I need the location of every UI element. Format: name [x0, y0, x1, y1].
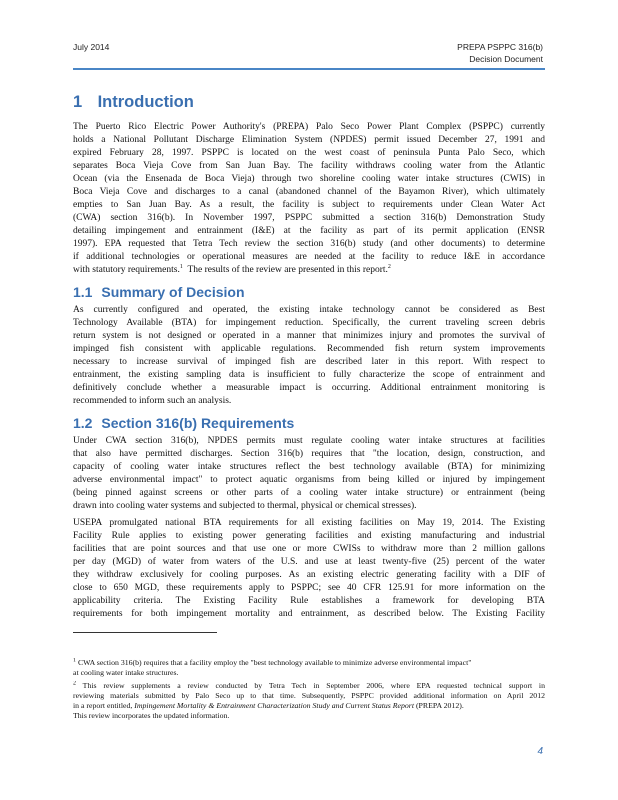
- text-line: capacity of cooling water intake structures reflect the best technology available (BTA) for minimizing: [73, 462, 545, 472]
- text-line: [73, 264, 545, 277]
- footnote-separator: [73, 632, 217, 633]
- text-line: Ocean (via the Ensenada de Boca Vieja) through two shoreline cooling water intake structures (CWIS) in: [73, 174, 545, 184]
- report-title: Impingement Mortality & Entrainment Characterization Study and Current Status Report: [134, 701, 415, 710]
- section-title: Introduction: [97, 93, 194, 111]
- text-line: if additional technologies or operational measures are needed at the facility to reduce I&E in accordance: [73, 252, 545, 262]
- section-title: Summary of Decision: [101, 284, 245, 300]
- header-date: July 2014: [73, 42, 110, 52]
- text-line: requirements for both impingement mortality and entrainment, as described below. The Existing Facility: [73, 609, 545, 619]
- footnote-line: at cooling water intake structures.: [73, 668, 179, 677]
- requirements-paragraph-2: [73, 517, 545, 621]
- section-number: 1.1: [73, 284, 93, 300]
- text-line: holds a National Pollutant Discharge Elimination System (NPDES) permit issued December 27, 1991 and: [73, 135, 545, 145]
- text-line: 1997). EPA requested that Tetra Tech review the section 316(b) study (and other documents) to determine: [73, 239, 545, 249]
- text-fragment: with statutory requirements.: [73, 265, 180, 275]
- text-line: drawn into cooling water systems and subjected to thermal, physical or chemical stresses).: [73, 501, 417, 511]
- text-fragment: The results of the review are presented in this report.: [182, 265, 388, 275]
- text-line: close to 650 MGD, these requirements apply to PSPPC; see 40 CFR 125.91 for more information on the: [73, 583, 545, 593]
- text-line: USEPA promulgated national BTA requirements for all existing facilities on May 19, 2014. The Existing: [73, 518, 545, 528]
- header-doc-title-line2: Decision Document: [469, 54, 543, 64]
- text-line: detailing impingement and entrainment (I&E) at the facility as part of its permit application (ENSR: [73, 226, 545, 236]
- header-doc-title-line1: PREPA PSPPC 316(b): [457, 42, 543, 52]
- footnote-ref-2[interactable]: 2: [387, 264, 391, 270]
- header-rule: [73, 68, 545, 70]
- section-heading-introduction: [73, 90, 194, 114]
- section-number: 1.2: [73, 415, 93, 431]
- page-number: 4: [537, 746, 543, 757]
- footnote-mark: 2: [73, 681, 76, 687]
- text-line: impinged fish consistent with applicable regulations. Recommended fish return system improvements: [73, 344, 545, 354]
- text-line: Under CWA section 316(b), NPDES permits must regulate cooling water intake structures at facilities: [73, 436, 545, 446]
- text-line: Technology Available (BTA) for impingement reduction. Specifically, the current traveling screen debris: [73, 318, 545, 328]
- text-line: necessary to increase survival of impinged fish are described later in this report. With respect to: [73, 357, 545, 367]
- text-line: Facility Rule applies to existing power generating facilities and existing manufacturing and industrial: [73, 531, 545, 541]
- text-fragment: in a report entitled,: [73, 701, 135, 710]
- text-line: The Puerto Rico Electric Power Authority's (PREPA) Palo Seco Power Plant Complex (PSPPC) currently: [73, 122, 545, 132]
- footnote-ref-1[interactable]: 1: [179, 264, 183, 270]
- text-line: separates Boca Vieja Cove from San Juan Bay. The facility withdraws cooling water from the Atlantic: [73, 161, 545, 171]
- intro-paragraph: [73, 121, 545, 277]
- text-line: facilities that are point sources and that use one or more CWISs to withdraw more than 2 million gallons: [73, 544, 545, 554]
- text-line: definitively conclude whether a measurable impact is occurring. Additional entrainment monitoring is: [73, 383, 545, 393]
- section-heading-316b-requirements: [73, 413, 294, 433]
- text-line: entrainment, the existing sampling data is insufficient to fully characterize the scope of entrainment and: [73, 370, 545, 380]
- text-line: they withdraw exclusively for cooling purposes. As an existing electric generating facility with a DIF of: [73, 570, 545, 580]
- text-line: applicability criteria. The Existing Facility Rule establishes a framework for developing BTA: [73, 596, 545, 606]
- footnote-mark: 1: [73, 658, 76, 664]
- header-doc-title: [457, 41, 543, 65]
- section-heading-summary-of-decision: [73, 282, 245, 302]
- text-line: Boca Vieja Cove and discharges to a canal (abandoned channel of the Bayamon River), which ultimately: [73, 187, 545, 197]
- requirements-paragraph-1: [73, 435, 545, 513]
- text-line: return system is not designed or operated in a manner that minimizes injury and promotes the survival of: [73, 331, 545, 341]
- footnote-line: [73, 701, 545, 711]
- footnote-line: [73, 681, 545, 691]
- summary-paragraph: [73, 304, 545, 408]
- section-title: Section 316(b) Requirements: [101, 415, 295, 431]
- text-fragment: CWA section 316(b) requires that a facility employ the "best technology available to minimize adverse environmental impact": [76, 658, 472, 667]
- text-fragment: (PREPA 2012).: [414, 701, 464, 710]
- footnote-2: [73, 681, 545, 721]
- text-line: per day (MGD) of water from waters of the U.S. and use at least twenty-five (25) percent of the water: [73, 557, 545, 567]
- footnote-line: reviewing materials submitted by Palo Seco up to that time. Subsequently, PSPPC provided additional information on April 2012: [73, 691, 545, 700]
- text-line: (CWA) section 316(b). In November 1997, PSPPC submitted a section 316(b) Demonstration Study: [73, 213, 545, 223]
- text-line: adverse environmental impact" to protect aquatic organisms from being killed or injured by impingement: [73, 475, 545, 485]
- section-number: 1: [73, 93, 83, 111]
- text-line: As currently configured and operated, the existing intake technology cannot be considered as Best: [73, 305, 545, 315]
- footnote-line: This review incorporates the updated information.: [73, 711, 230, 720]
- text-line: empties to San Juan Bay. As a result, the facility is subject to requirements under Clean Water Act: [73, 200, 545, 210]
- text-line: (being pinned against screens or other parts of a cooling water intake structure) or entrainment (being: [73, 488, 545, 498]
- text-line: recommended to inform such an analysis.: [73, 396, 232, 406]
- footnote-1: [73, 658, 545, 678]
- footnote-line: [73, 658, 545, 668]
- text-line: that also have permitted discharges. Section 316(b) requires that "the location, design, construction, and: [73, 449, 545, 459]
- text-line: expired February 28, 1997. PSPPC is located on the west coast of peninsula Punta Palo Seco, which: [73, 148, 545, 158]
- text-fragment: This review supplements a review conducted by Tetra Tech in September 2006, where EPA requested technical support in: [76, 681, 545, 690]
